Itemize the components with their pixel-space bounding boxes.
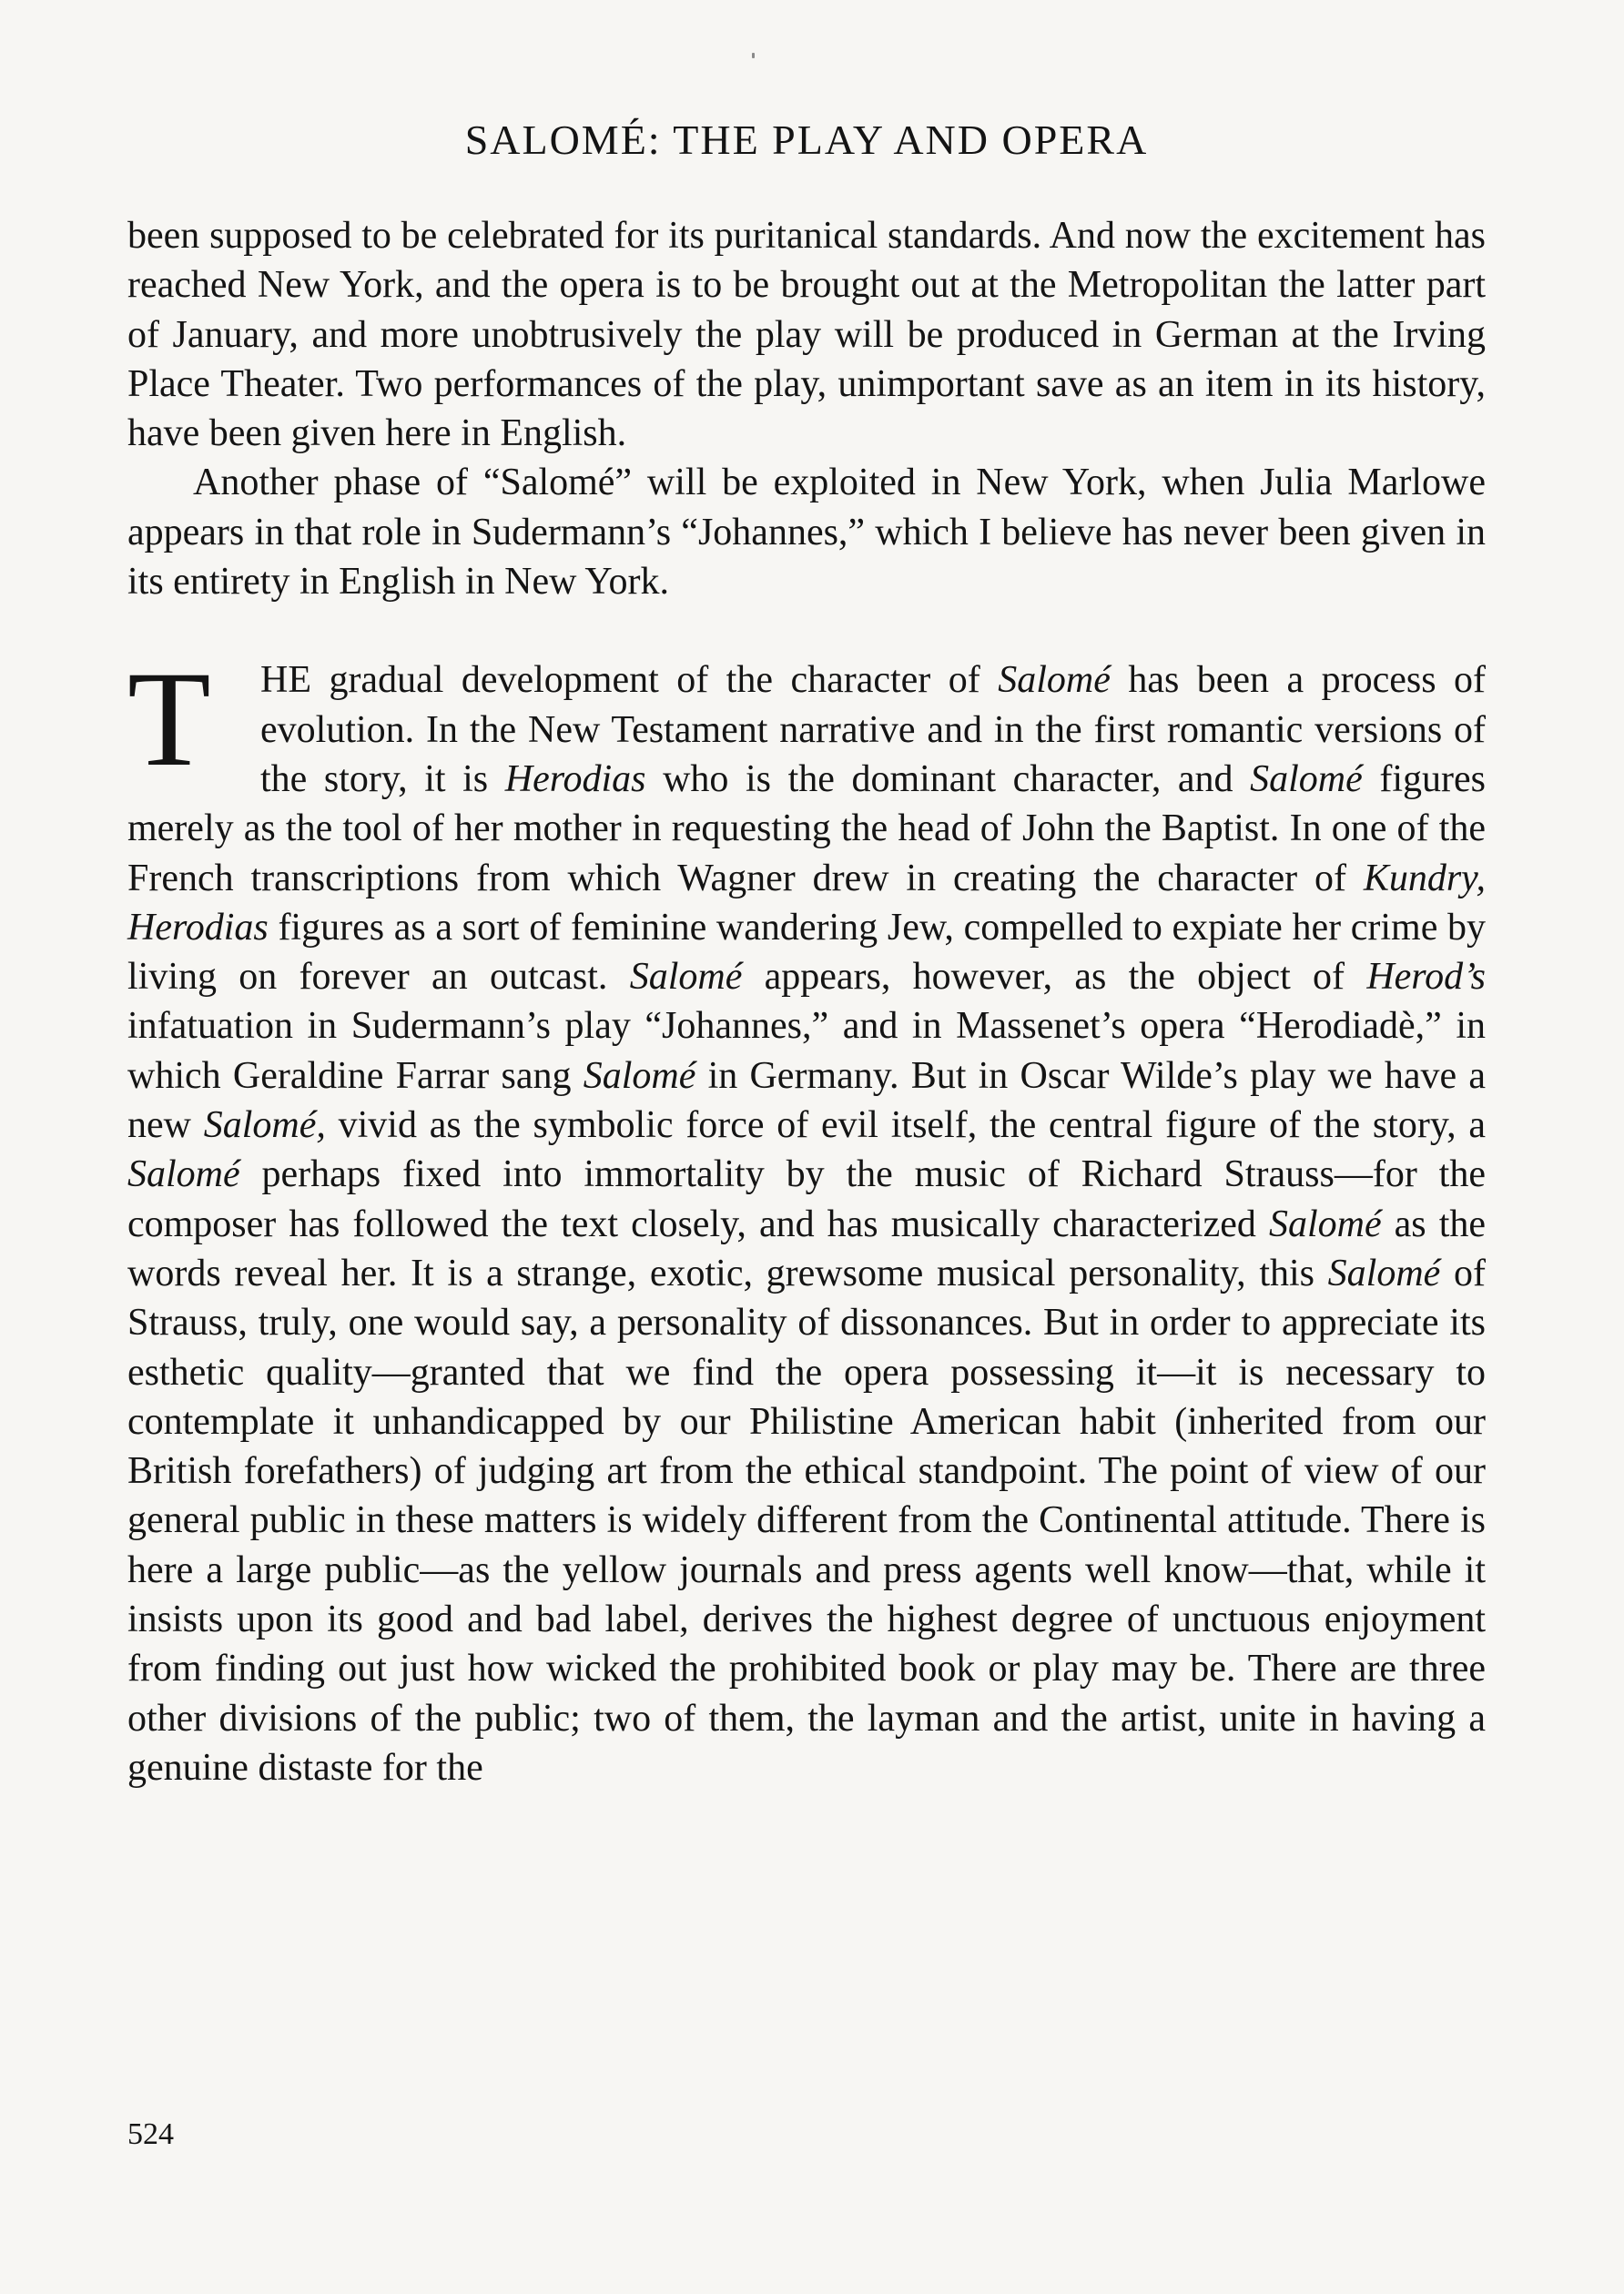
- italic-run: Salomé: [1250, 757, 1363, 800]
- italic-run: Salomé: [583, 1054, 696, 1097]
- italic-run: Salomé: [998, 659, 1111, 702]
- text-run: who is the dominant character, and: [645, 757, 1251, 800]
- text-run: figures merely as the tool of her mother in requesting the head of John the Baptist. In one of the French transcriptions from which Wagner drew in creating the character of: [127, 757, 1486, 899]
- text-run: has been a process of evolution. In the New Testament narrative and in the first romantic versions of the story, it is: [260, 659, 1487, 800]
- text-run: in Germany. But in Oscar Wilde’s play we have a new: [127, 1054, 1486, 1147]
- text-run: appears, however, as the object of: [742, 956, 1367, 999]
- italic-run: Herod’s: [1366, 956, 1486, 999]
- text-run: as the words reveal her. It is a strange, exotic, grewsome musical personality, this: [127, 1203, 1487, 1294]
- italic-run: Herodias: [504, 757, 646, 800]
- page-number: 524: [127, 2117, 174, 2151]
- paragraph-1: been supposed to be celebrated for its puritanical standards. And now the excitement has reached New York, and the opera is to be brought out at the Metropolitan the latter part of January, and more unobtrusively the play will be produced in German at the Irving Place Theater. Two performances of the play, unimportant save as an item in its history, have been given here in English.: [127, 215, 1486, 455]
- text-run: of Strauss, truly, one would say, a personality of dissonances. But in order to appreciate its esthetic quality—granted that we find the opera possessing it—it is necessary to contemplate it unhandicapped by our Philistine American habit (inherited from our British forefathers) of judging art from the ethical standpoint. The point of view of our general public in these matters is widely different from the Continental attitude. There is here a large public—as the yellow journals and press agents well know—that, while it insists upon its good and bad label, derives the highest degree of unctuous enjoyment from finding out just how wicked the prohibited book or play may be. There are three other divisions of the public; two of them, the layman and the artist, unite in having a genuine distaste for the: [127, 1252, 1486, 1789]
- drop-cap: T: [127, 644, 211, 796]
- text-run: HE gradual development of the character of: [260, 659, 999, 702]
- italic-run: Salomé: [629, 956, 743, 999]
- text-run: figures as a sort of feminine wandering Jew, compelled to expiate her crime by living on forever an outcast.: [127, 906, 1486, 999]
- running-head: SALOMÉ: THE PLAY AND OPERA: [464, 117, 1149, 163]
- book-page: [127, 0, 1486, 2294]
- text-run: infatuation in Sudermann’s play “Johannes,” and in Massenet’s opera “Herodiadè,” in which Geraldine Farrar sang: [127, 1005, 1486, 1097]
- paragraph-2: Another phase of “Salomé” will be exploited in New York, when Julia Marlowe appears in that role in Sudermann’s “Johannes,” which I believe has never been given in its entirety in English in New York.: [127, 462, 1486, 604]
- italic-run: Kundry, Herodias: [127, 857, 1486, 949]
- italic-run: Salomé,: [203, 1104, 326, 1147]
- italic-run: Salomé: [127, 1153, 240, 1196]
- section-paragraph: [127, 644, 1487, 1792]
- text-run: perhaps fixed into immortality by the music of Richard Strauss—for the composer has followed the text closely, and has musically characterized: [127, 1153, 1486, 1245]
- body-text: [127, 211, 1486, 1792]
- italic-run: Salomé: [1327, 1252, 1441, 1294]
- text-run: vivid as the symbolic force of evil itself, the central figure of the story, a: [325, 1104, 1486, 1147]
- italic-run: Salomé: [1268, 1203, 1382, 1245]
